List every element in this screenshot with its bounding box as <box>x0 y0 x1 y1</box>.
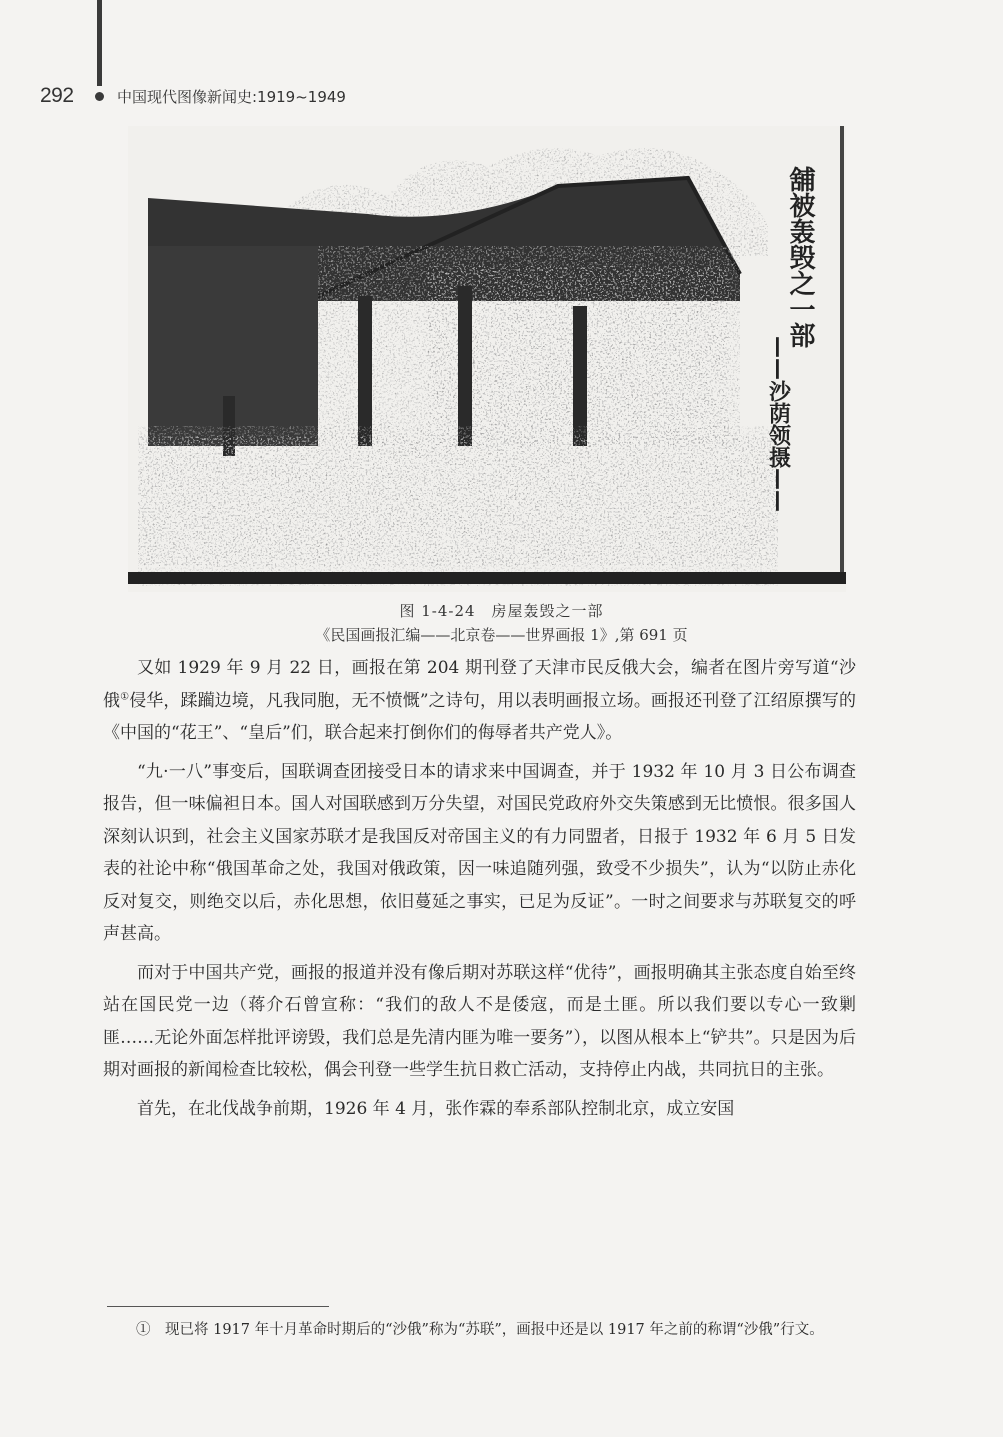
figure-source: 《民国画报汇编——北京卷——世界画报 1》,第 691 页 <box>315 626 688 644</box>
paragraph-1: 又如 1929 年 9 月 22 日，画报在第 204 期刊登了天津市民反俄大会，编者在图片旁写道“沙俄①侵华，蹂躏边境，凡我同胞，无不愤慨”之诗句，用以表明画报立场。画报还刊登了江绍原撰写的《中国的“花王”、“皇后”们，联合起来打倒你们的侮辱者共产党人》。 <box>103 658 857 743</box>
header-bullet <box>95 92 104 101</box>
margin-rule <box>97 0 102 86</box>
house-photo <box>128 126 846 592</box>
page-number: 292 <box>40 84 74 107</box>
paragraph-3: 而对于中国共产党，画报的报道并没有像后期对苏联这样“优待”，画报明确其主张态度自始至终站在国民党一边（蒋介石曾宣称：“我们的敌人不是倭寇，而是土匪。所以我们要以专心一致剿匪……无论外面怎样批评谤毁，我们总是先清内匪为唯一要务”），以图从根本上“铲共”。只是因为后期对画报的新闻检查比较松，偶会刊登一些学生抗日救亡活动，支持停止内战，共同抗日的主张。 <box>103 962 856 1080</box>
paragraph-4: 首先，在北伐战争前期，1926 年 4 月，张作霖的奉系部队控制北京，成立安国 <box>137 1098 735 1119</box>
footnote: ① 现已将 1917 年十月革命时期后的“沙俄”称为“苏联”，画报中还是以 1917 年之前的称谓“沙俄”行文。 <box>136 1322 824 1338</box>
figure-photo <box>128 126 846 592</box>
footnote-divider <box>107 1306 329 1307</box>
footnote-ref[interactable]: ① <box>120 690 130 702</box>
paragraph-2: “九·一八”事变后，国联调查团接受日本的请求来中国调查，并于 1932 年 10 月 3 日公布调查报告，但一味偏袒日本。国人对国联感到万分失望，对国民党政府外交失策感到无比愤恨。很多国人深刻认识到，社会主义国家苏联才是我国反对帝国主义的有力同盟者，日报于 1932 年 6 月 5 日发表的社论中称“俄国革命之处，我国对俄政策，因一味追随列强，致受不少损失”，认为“以防止赤化反对复交，则绝交以后，赤化思想，依旧蔓延之事实，已足为反证”。一时之间要求与苏联复交的呼声甚高。 <box>103 761 856 944</box>
body-text <box>103 652 856 1125</box>
running-title: 中国现代图像新闻史:1919~1949 <box>117 88 346 106</box>
photo-caption-credit: ——沙荫领摄—— <box>765 336 791 512</box>
figure-caption: 图 1-4-24 房屋轰毁之一部 <box>399 602 604 620</box>
photo-caption-top: 舖被轰毁之一部 <box>785 166 815 348</box>
